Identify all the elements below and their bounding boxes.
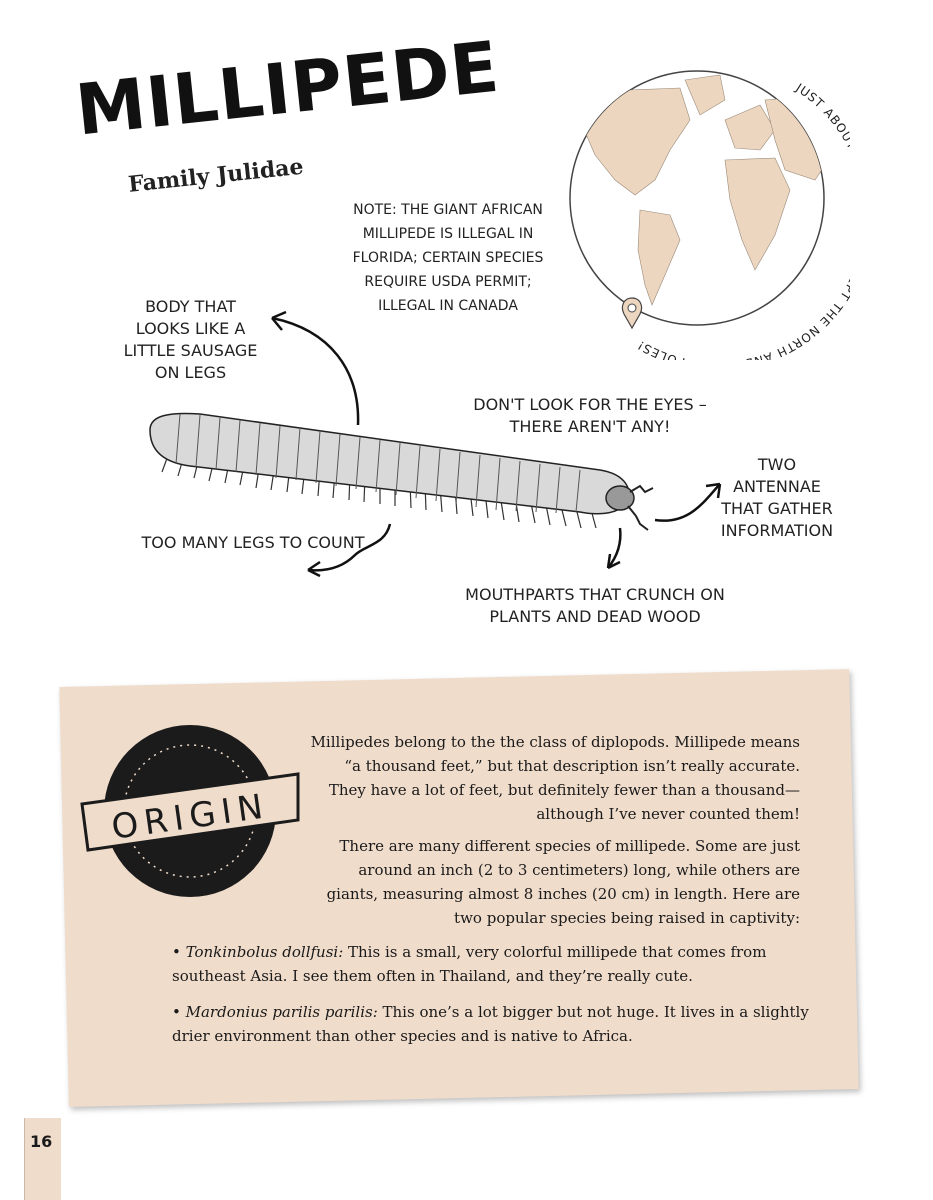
bullet-mark: • (172, 943, 186, 961)
species-bullet-2 (172, 1000, 812, 1048)
origin-badge (80, 716, 300, 906)
page-title: MILLIPEDE (72, 25, 504, 152)
origin-paragraph-2 (270, 834, 800, 930)
legal-note: NOTE: THE GIANT AFRICAN MILLIPEDE IS ILLEGAL IN FLORIDA; CERTAIN SPECIES REQUIRE USDA PERMIT; ILLEGAL IN CANADA (352, 202, 544, 314)
text-line: There are many different species of millipede. Some are just (339, 837, 800, 855)
origin-paragraph-1 (300, 730, 800, 826)
origin-badge-label: ORIGIN (109, 786, 272, 848)
species-description: This one’s a lot bigger but not huge. It lives in a slightly drier environment than other species and is native to Africa. (172, 1003, 809, 1045)
label-mouthparts: MOUTHPARTS THAT CRUNCH ON PLANTS AND DEAD WOOD (465, 585, 725, 626)
text-line: around an inch (2 to 3 centimeters) long, while others are (358, 861, 800, 879)
label-body: BODY THAT LOOKS LIKE A LITTLE SAUSAGE ON LEGS (123, 297, 258, 382)
species-bullet-1 (172, 940, 812, 988)
page-number: 16 (30, 1132, 53, 1151)
range-caption: JUST ABO THE NORTH A OLES! (634, 80, 850, 360)
species-name: Mardonius parilis parilis: (185, 1003, 378, 1021)
species-name: Tonkinbolus dollfusi: (185, 943, 344, 961)
text-line: two popular species being raised in captivity: (454, 909, 800, 927)
text-line: They have a lot of feet, but definitely fewer than a thousand— (328, 781, 800, 799)
label-eyes: DON'T LOOK FOR THE EYES – THERE AREN'T ANY! (473, 395, 707, 436)
family-subtitle: Family Julidae (127, 153, 305, 198)
bullet-mark: • (172, 1003, 186, 1021)
text-line: giants, measuring almost 8 inches (20 cm) in length. Here are (326, 885, 800, 903)
text-line: Millipedes belong to the the class of diplopods. Millipede means (310, 733, 800, 751)
species-description: This is a small, very colorful millipede that comes from southeast Asia. I see them often in Thailand, and they’re really cute. (172, 943, 767, 985)
text-line: although I’ve never counted them! (536, 805, 800, 823)
text-line: “a thousand feet,” but that description isn’t really accurate. (344, 757, 800, 775)
label-antennae: TWO ANTENNAE THAT GATHER INFORMATION (720, 455, 834, 540)
page-tab (24, 1118, 61, 1200)
label-legs: TOO MANY LEGS TO COUNT (141, 533, 365, 552)
